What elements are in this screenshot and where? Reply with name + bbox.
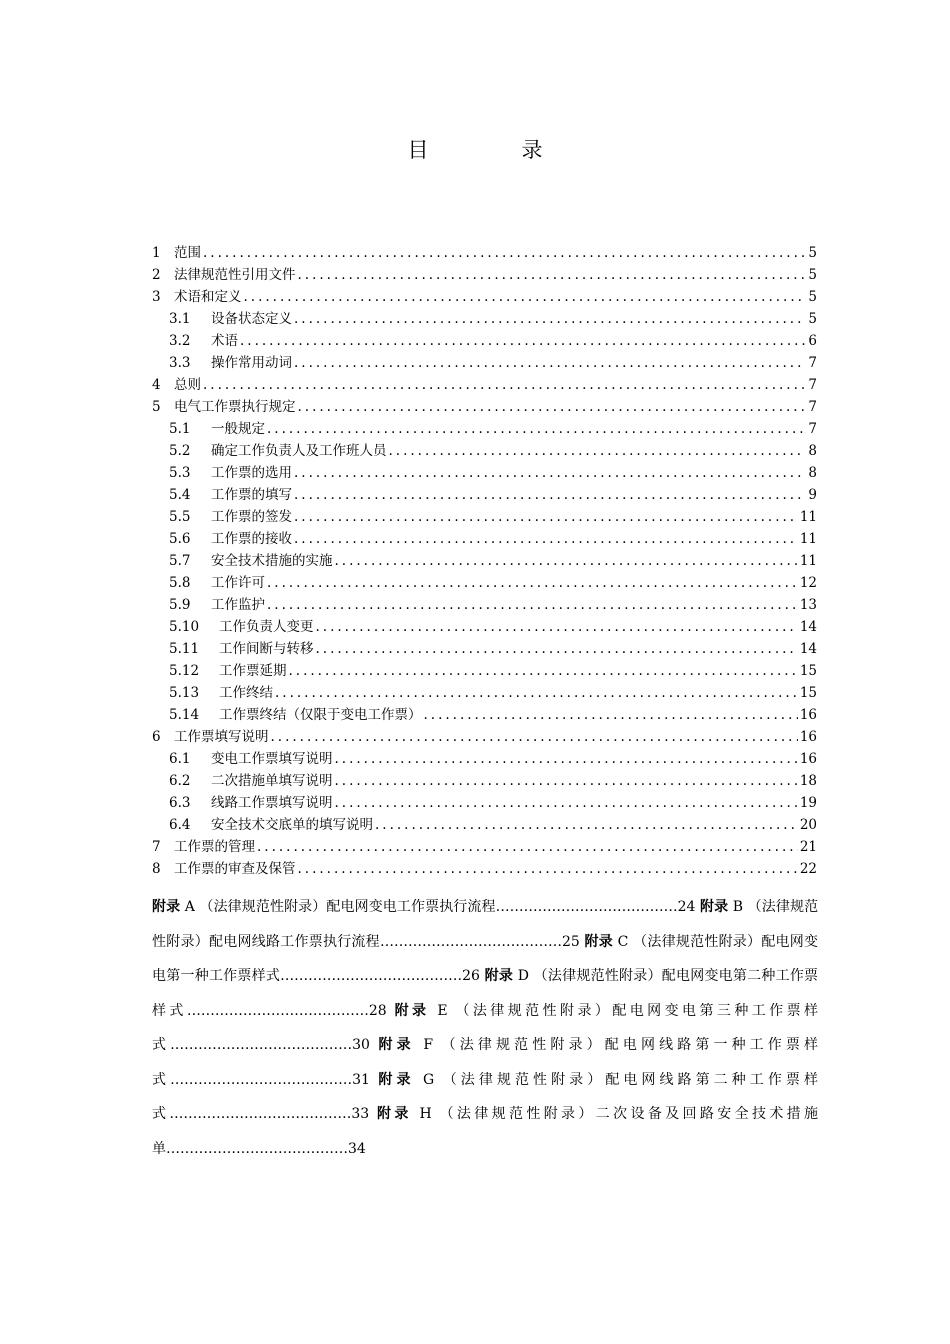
appendix-dot-leader: …………………………………: [170, 1071, 353, 1088]
appendix-type: （法律规范性附录）: [455, 1002, 613, 1019]
toc-dot-leader: [424, 704, 798, 726]
toc-entry-number: 5.1: [169, 421, 191, 437]
toc-dot-leader: [257, 836, 798, 858]
appendix-page: 24: [677, 899, 696, 915]
toc-entry-label: 安全技术措施的实施: [211, 553, 333, 569]
appendix-dot-leader: …………………………………: [186, 1002, 369, 1019]
toc-entry-number: 8: [152, 861, 161, 877]
toc-entry-number: 5.6: [169, 531, 191, 547]
appendix-dot-leader: …………………………………: [495, 899, 678, 915]
toc-entry-number: 2: [152, 267, 161, 283]
toc-entry-number: 5.13: [169, 685, 200, 701]
appendix-title: 配电网变电第一种工作票样式: [152, 933, 819, 984]
toc-dot-leader: [294, 308, 805, 330]
toc-entry-number: 5.12: [169, 663, 200, 679]
toc-entry-page: 5: [808, 311, 817, 327]
toc-entry-number: 5.2: [169, 443, 191, 459]
toc-entry[interactable]: [152, 286, 817, 308]
toc-entry-page: 6: [808, 333, 817, 349]
toc-entry-page: 16: [799, 729, 817, 745]
appendix-page: 34: [348, 1140, 366, 1157]
appendix-prefix: 附录: [484, 968, 514, 984]
toc-entry[interactable]: [152, 330, 817, 352]
appendix-prefix: 附录: [584, 933, 613, 950]
appendix-title: 配电网线路工作票执行流程: [208, 933, 380, 950]
toc-dot-leader: [294, 484, 805, 506]
appendix-title: 配电网变电第三种工作票样式: [152, 1002, 819, 1053]
appendix-page: 33: [351, 1106, 370, 1122]
appendix-letter: F: [423, 1037, 434, 1053]
toc-dot-leader: [298, 264, 806, 286]
toc-entry-number: 5.4: [169, 487, 191, 503]
toc-dot-leader: [294, 462, 805, 484]
appendix-prefix: 附录: [378, 1037, 415, 1053]
appendix-prefix: 附录: [152, 899, 181, 915]
toc-entry-label: 电气工作票执行规定: [174, 399, 296, 415]
toc-entry-number: 5.14: [169, 707, 200, 723]
toc-entry-label: 工作负责人变更: [219, 619, 314, 635]
toc-dot-leader: [267, 418, 805, 440]
toc-entry[interactable]: [152, 638, 817, 660]
toc-entry-number: 5.9: [169, 597, 191, 613]
toc-entry-label: 二次措施单填写说明: [211, 773, 333, 789]
toc-entry-label: 变电工作票填写说明: [211, 751, 333, 767]
toc-entry-page: 14: [799, 619, 817, 635]
toc-dot-leader: [275, 682, 798, 704]
toc-entry-label: 工作票终结（仅限于变电工作票）: [219, 707, 422, 723]
appendix-prefix: 附录: [377, 1106, 412, 1122]
toc-entry-page: 21: [799, 839, 817, 855]
toc-entry-label: 线路工作票填写说明: [211, 795, 333, 811]
toc-entry-page: 16: [799, 751, 817, 767]
appendix-prefix: 附录: [700, 899, 729, 915]
toc-dot-leader: [203, 374, 805, 396]
toc-entry[interactable]: [152, 792, 817, 814]
toc-entry-label: 工作终结: [219, 685, 273, 701]
toc-entry-page: 7: [808, 399, 817, 415]
page-title: 目 录: [407, 138, 579, 162]
toc-entry-label: 工作票的审查及保管: [174, 861, 296, 877]
toc-dot-leader: [271, 726, 798, 748]
toc-entry-page: 15: [799, 685, 817, 701]
toc-entry-page: 15: [799, 663, 817, 679]
appendix-letter: C: [617, 933, 629, 950]
toc-entry-page: 13: [799, 597, 817, 613]
appendix-letter: H: [419, 1106, 432, 1122]
toc-entry[interactable]: [152, 858, 817, 880]
toc-entry-page: 22: [799, 861, 817, 877]
appendix-letter: G: [423, 1071, 435, 1088]
toc-entry[interactable]: [152, 726, 817, 748]
toc-entry-page: 11: [799, 509, 817, 525]
toc-entry-page: 8: [808, 443, 817, 459]
toc-entry[interactable]: [152, 704, 817, 726]
appendix-dot-leader: …………………………………: [166, 1140, 348, 1157]
toc-dot-leader: [375, 814, 798, 836]
table-of-contents: [152, 242, 817, 880]
toc-entry-page: 19: [799, 795, 817, 811]
toc-entry-page: 11: [799, 531, 817, 547]
appendix-title: 二次设备及回路安全技术措施单: [152, 1106, 819, 1157]
toc-entry[interactable]: [152, 462, 817, 484]
toc-dot-leader: [294, 506, 798, 528]
toc-dot-leader: [335, 550, 798, 572]
toc-dot-leader: [389, 440, 806, 462]
appendix-title: 配电网线路第一种工作票样式: [152, 1037, 819, 1088]
toc-entry-number: 5.11: [169, 641, 200, 657]
toc-entry-label: 确定工作负责人及工作班人员: [211, 443, 387, 459]
toc-entry[interactable]: [152, 550, 817, 572]
toc-entry-label: 工作票填写说明: [174, 729, 269, 745]
appendix-dot-leader: …………………………………: [280, 968, 463, 984]
appendix-type: （法律规范性附录）: [633, 933, 762, 950]
toc-entry-number: 6.2: [169, 773, 191, 789]
appendix-letter: E: [437, 1002, 448, 1019]
toc-entry[interactable]: [152, 572, 817, 594]
toc-entry[interactable]: [152, 770, 817, 792]
appendix-type: （法律规范性附录）: [199, 899, 327, 915]
toc-entry-number: 4: [152, 377, 161, 393]
appendix-type: （法律规范性附录）: [152, 899, 819, 950]
appendix-type: （法律规范性附录）: [439, 1106, 596, 1122]
toc-entry-page: 12: [799, 575, 817, 591]
toc-dot-leader: [240, 330, 805, 352]
toc-entry[interactable]: [152, 814, 817, 836]
toc-dot-leader: [244, 286, 806, 308]
toc-dot-leader: [267, 572, 798, 594]
toc-entry-number: 7: [152, 839, 161, 855]
toc-entry-number: 1: [152, 245, 161, 261]
toc-dot-leader: [335, 792, 798, 814]
appendix-dot-leader: …………………………………: [169, 1106, 352, 1122]
toc-entry-page: 9: [808, 487, 817, 503]
appendix-type: （法律规范性附录）: [442, 1071, 606, 1088]
appendix-type: （法律规范性附录）: [533, 968, 662, 984]
toc-entry[interactable]: [152, 440, 817, 462]
toc-entry-number: 6.4: [169, 817, 191, 833]
toc-entry[interactable]: [152, 484, 817, 506]
toc-entry-number: 3: [152, 289, 161, 305]
appendix-prefix: 附录: [378, 1071, 415, 1088]
toc-entry-number: 6.1: [169, 751, 191, 767]
toc-entry-label: 工作票的管理: [174, 839, 255, 855]
toc-entry-page: 7: [808, 421, 817, 437]
toc-entry-number: 6.3: [169, 795, 191, 811]
toc-entry[interactable]: [152, 616, 817, 638]
toc-dot-leader: [294, 528, 798, 550]
toc-entry-number: 3.3: [169, 355, 191, 371]
toc-entry-page: 14: [799, 641, 817, 657]
appendix-page: 31: [352, 1071, 370, 1088]
toc-entry-page: 5: [808, 245, 817, 261]
toc-entry[interactable]: [152, 506, 817, 528]
appendix-letter: D: [517, 968, 529, 984]
toc-entry-label: 法律规范性引用文件: [174, 267, 296, 283]
toc-entry-number: 5: [152, 399, 161, 415]
toc-entry-number: 5.8: [169, 575, 191, 591]
toc-entry[interactable]: [152, 682, 817, 704]
toc-entry-label: 工作票的填写: [211, 487, 292, 503]
appendix-page: 25: [561, 933, 580, 950]
toc-entry-label: 工作许可: [211, 575, 265, 591]
appendix-letter: B: [732, 899, 744, 915]
toc-dot-leader: [298, 858, 798, 880]
toc-entry-page: 11: [799, 553, 817, 569]
appendix-letter: A: [184, 899, 195, 915]
toc-entry-label: 一般规定: [211, 421, 265, 437]
toc-entry[interactable]: [152, 594, 817, 616]
toc-entry-page: 18: [799, 773, 817, 789]
toc-entry-label: 范围: [174, 245, 201, 261]
toc-entry[interactable]: [152, 308, 817, 330]
toc-dot-leader: [335, 748, 798, 770]
toc-entry-label: 设备状态定义: [211, 311, 292, 327]
toc-entry-page: 20: [799, 817, 817, 833]
toc-entry-page: 8: [808, 465, 817, 481]
appendix-page: 26: [462, 968, 480, 984]
appendix-page: 28: [368, 1002, 387, 1019]
toc-entry-number: 3.1: [169, 311, 191, 327]
appendix-prefix: 附录: [394, 1002, 430, 1019]
toc-entry-number: 3.2: [169, 333, 191, 349]
toc-entry[interactable]: [152, 660, 817, 682]
toc-entry-label: 工作票延期: [219, 663, 287, 679]
appendix-type: （法律规范性附录）: [441, 1037, 605, 1053]
toc-entry[interactable]: [152, 396, 817, 418]
toc-entry[interactable]: [152, 264, 817, 286]
toc-entry-label: 术语和定义: [174, 289, 242, 305]
appendix-dot-leader: …………………………………: [379, 933, 562, 950]
appendix-dot-leader: …………………………………: [170, 1037, 353, 1053]
toc-entry-label: 操作常用动词: [211, 355, 292, 371]
appendix-page: 30: [352, 1037, 370, 1053]
toc-entry-label: 工作票的选用: [211, 465, 292, 481]
toc-entry-page: 7: [808, 377, 817, 393]
toc-dot-leader: [316, 638, 798, 660]
toc-dot-leader: [203, 242, 805, 264]
appendix-title: 配电网线路第二种工作票样式: [152, 1071, 818, 1122]
toc-entry-number: 5.3: [169, 465, 191, 481]
toc-entry-number: 5.5: [169, 509, 191, 525]
toc-entry-label: 工作票的签发: [211, 509, 292, 525]
toc-entry[interactable]: [152, 748, 817, 770]
appendix-entry[interactable]: [152, 899, 700, 915]
toc-entry-label: 术语: [211, 333, 238, 349]
toc-entry-label: 安全技术交底单的填写说明: [211, 817, 373, 833]
appendix-list: [152, 890, 818, 1166]
toc-entry-page: 5: [808, 289, 817, 305]
toc-dot-leader: [294, 352, 805, 374]
toc-entry-label: 工作监护: [211, 597, 265, 613]
toc-entry[interactable]: [152, 374, 817, 396]
toc-dot-leader: [335, 770, 798, 792]
toc-entry-number: 6: [152, 729, 161, 745]
toc-entry-number: 5.10: [169, 619, 200, 635]
toc-entry-page: 5: [808, 267, 817, 283]
appendix-title: 配电网变电工作票执行流程: [326, 899, 496, 915]
toc-entry-label: 总则: [174, 377, 201, 393]
toc-entry[interactable]: [152, 836, 817, 858]
toc-dot-leader: [298, 396, 806, 418]
toc-dot-leader: [316, 616, 798, 638]
toc-entry[interactable]: [152, 242, 817, 264]
toc-entry[interactable]: [152, 418, 817, 440]
toc-entry-label: 工作间断与转移: [219, 641, 314, 657]
toc-dot-leader: [267, 594, 798, 616]
toc-entry-number: 5.7: [169, 553, 191, 569]
toc-dot-leader: [289, 660, 798, 682]
toc-entry-page: 7: [808, 355, 817, 371]
toc-entry[interactable]: [152, 352, 817, 374]
toc-entry[interactable]: [152, 528, 817, 550]
toc-entry-page: 16: [799, 707, 817, 723]
toc-entry-label: 工作票的接收: [211, 531, 292, 547]
appendix-title: 配电网变电第二种工作票样式: [152, 968, 819, 1019]
